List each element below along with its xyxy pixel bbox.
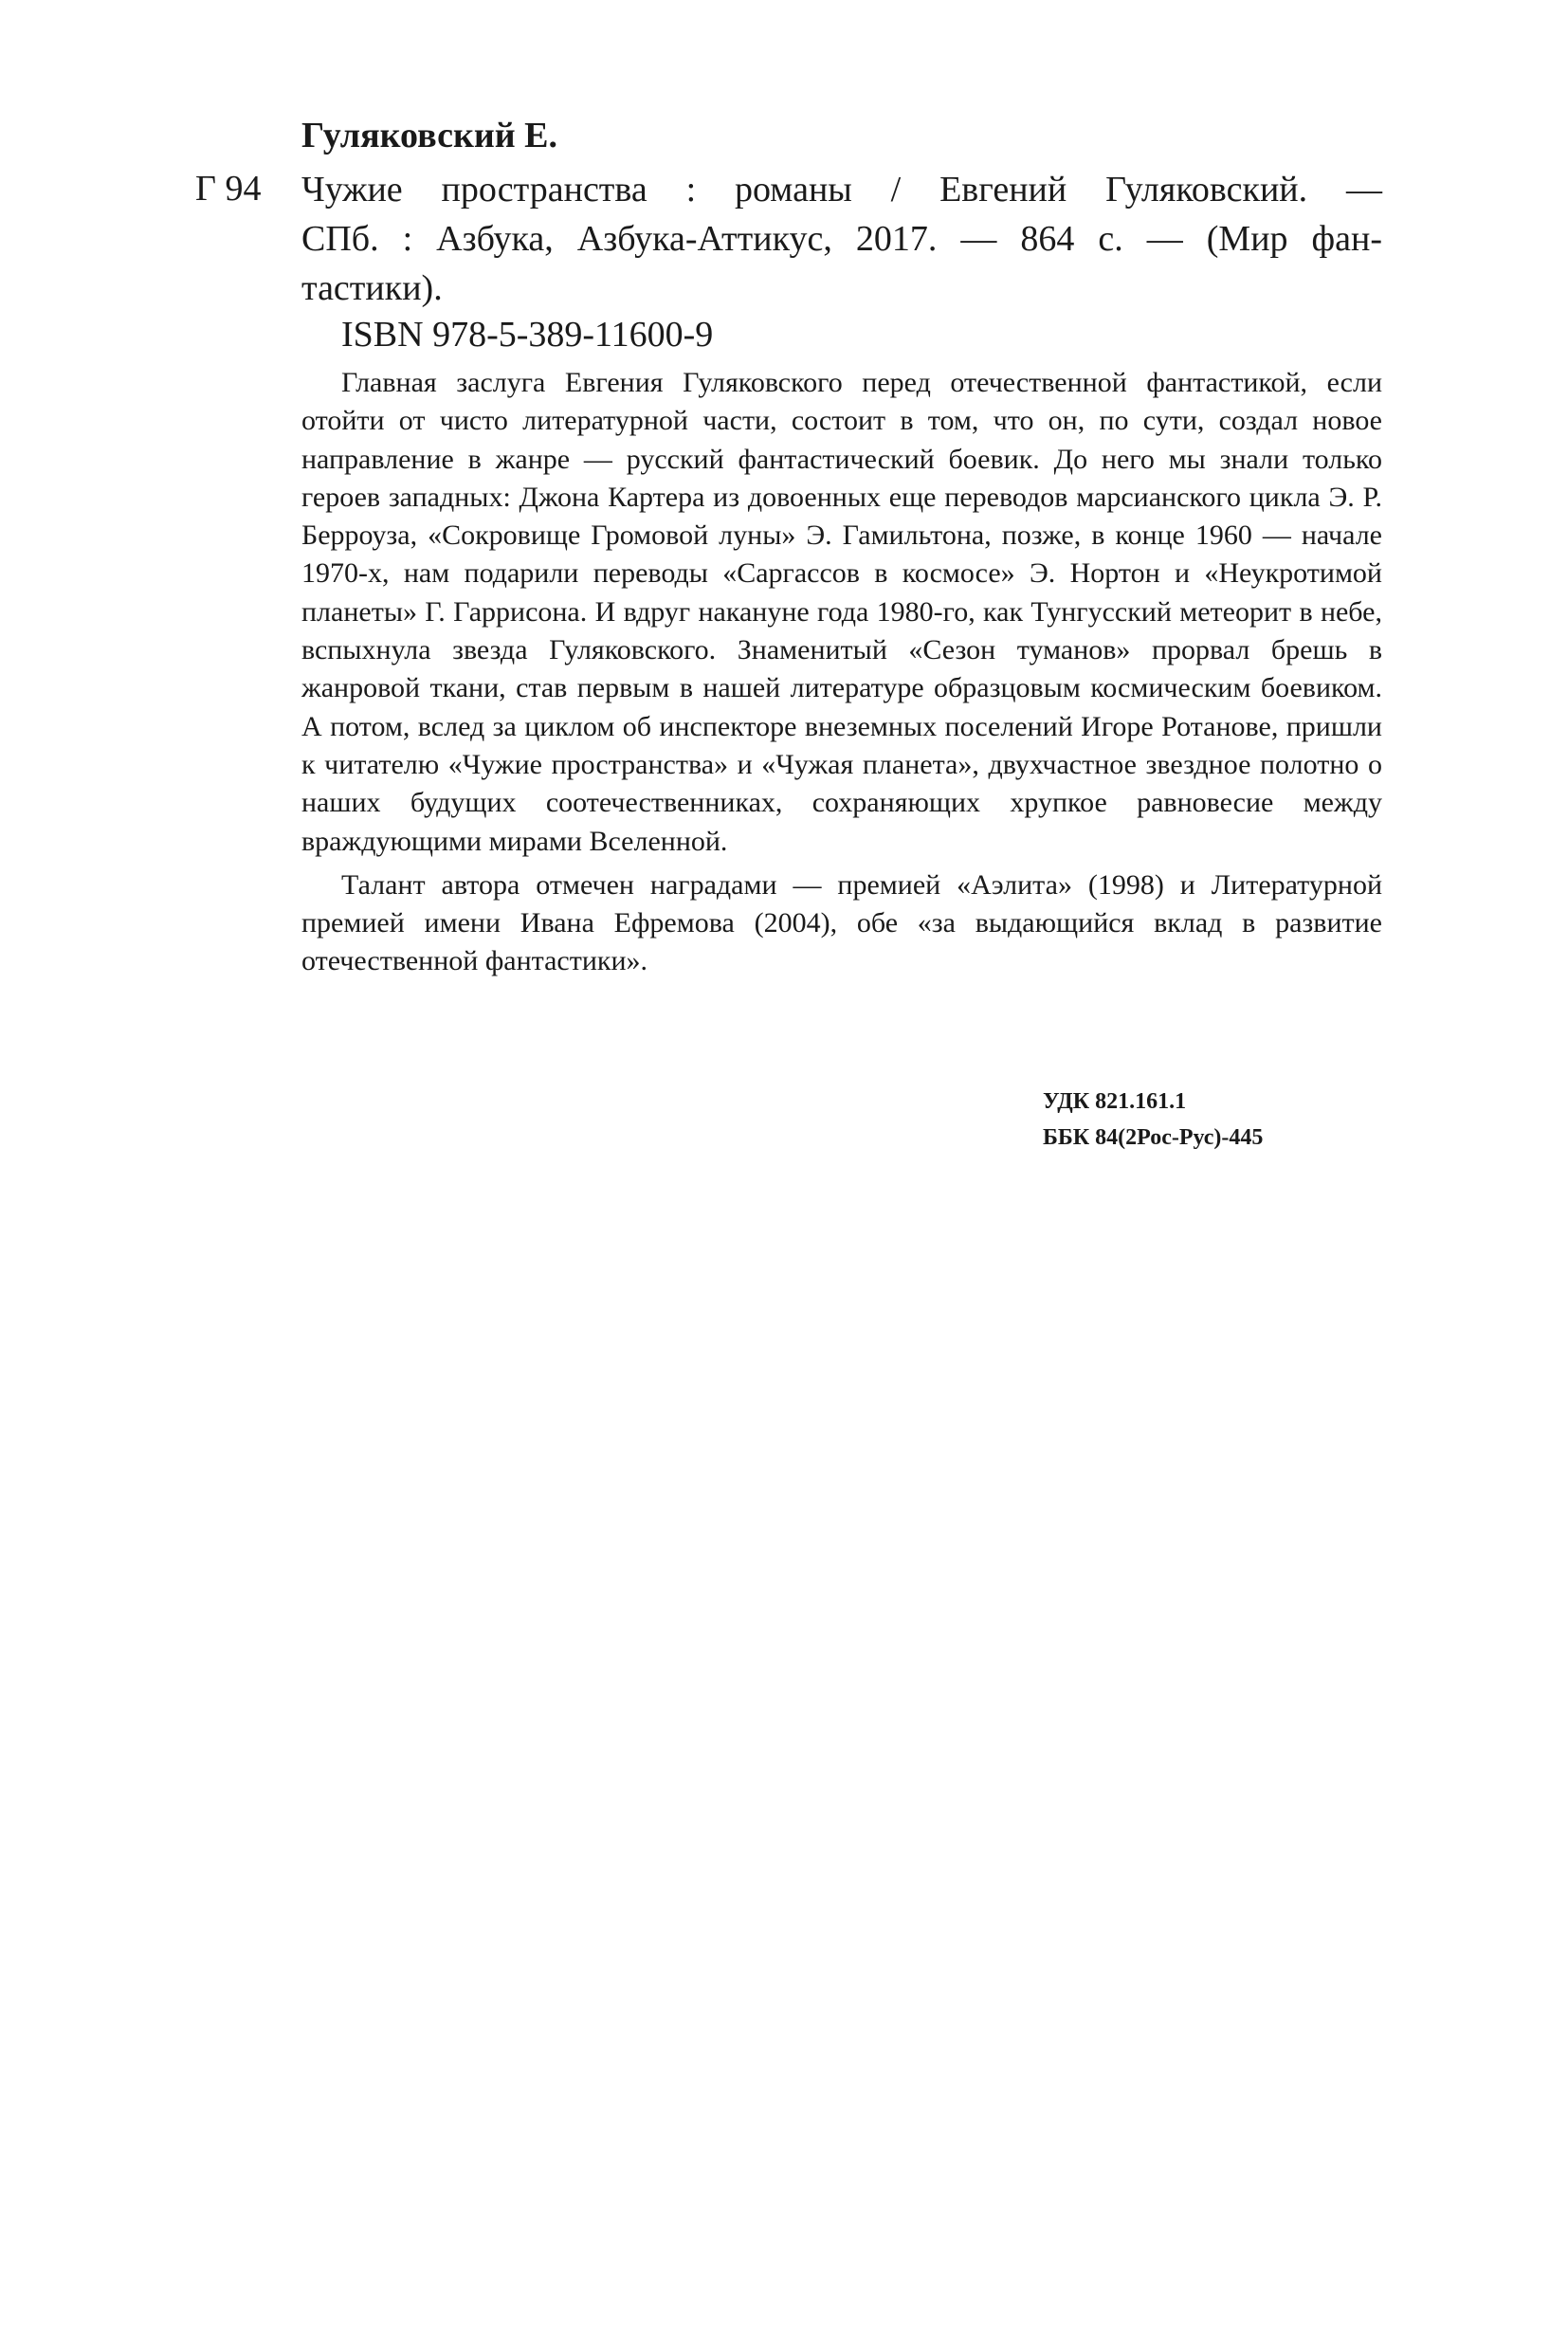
classification-codes [1043,1084,1384,1156]
bibliographic-line: СПб. : Азбука, Азбука-Аттикус, 2017. — 864 с. — (Мир фан- [301,219,1382,259]
annotation-paragraph: Талант автора отмечен наградами — премией «Аэлита» (1998) и Литературной премией имени Ивана Ефремова (2004), обе «за выдающийся вклад в развитие отечественной фантастики». [301,868,1382,977]
author-heading: Гуляковский Е. [301,116,557,155]
annotation [301,364,1382,981]
bibliographic-description [301,165,1382,313]
bbk-code: ББК 84(2Рос-Рус)-445 [1043,1125,1264,1150]
udk-code: УДК 821.161.1 [1043,1089,1187,1114]
bibliographic-line: Чужие пространства : романы / Евгений Гуляковский. — [301,170,1382,210]
isbn: ISBN 978-5-389-11600-9 [341,315,714,355]
annotation-paragraph: Главная заслуга Евгения Гуляковского перед отечественной фантастикой, если отойти от чисто литературной части, состоит в том, что он, по сути, создал новое направление в жанре — русский фантастический боевик. До него мы знали только героев западных: Джона Картера из довоенных еще переводов марсианского цикла Э. Р. Берроуза, «Сокровище Громовой луны» Э. Гамильтона, позже, в конце 1960 — начале 1970-х, нам подарили переводы «Саргассов в космосе» Э. Нортон и «Неукротимой планеты» Г. Гаррисона. И вдруг накануне года 1980-го, как Тунгусский метеорит в небе, вспыхнула звезда Гуляковского. Знаменитый «Сезон туманов» прорвал брешь в жанровой ткани, став первым в нашей литературе образцовым космическим боевиком. А потом, вслед за циклом об инспекторе внеземных поселений Игоре Ротанове, пришли к читателю «Чужие пространства» и «Чужая планета», двухчастное звездное полотно о наших будущих соотечественниках, сохраняющих хрупкое равновесие между враждующими мирами Вселенной. [301,367,1382,857]
bibliographic-line: тастики). [301,268,443,308]
author-sign: Г 94 [195,169,262,209]
